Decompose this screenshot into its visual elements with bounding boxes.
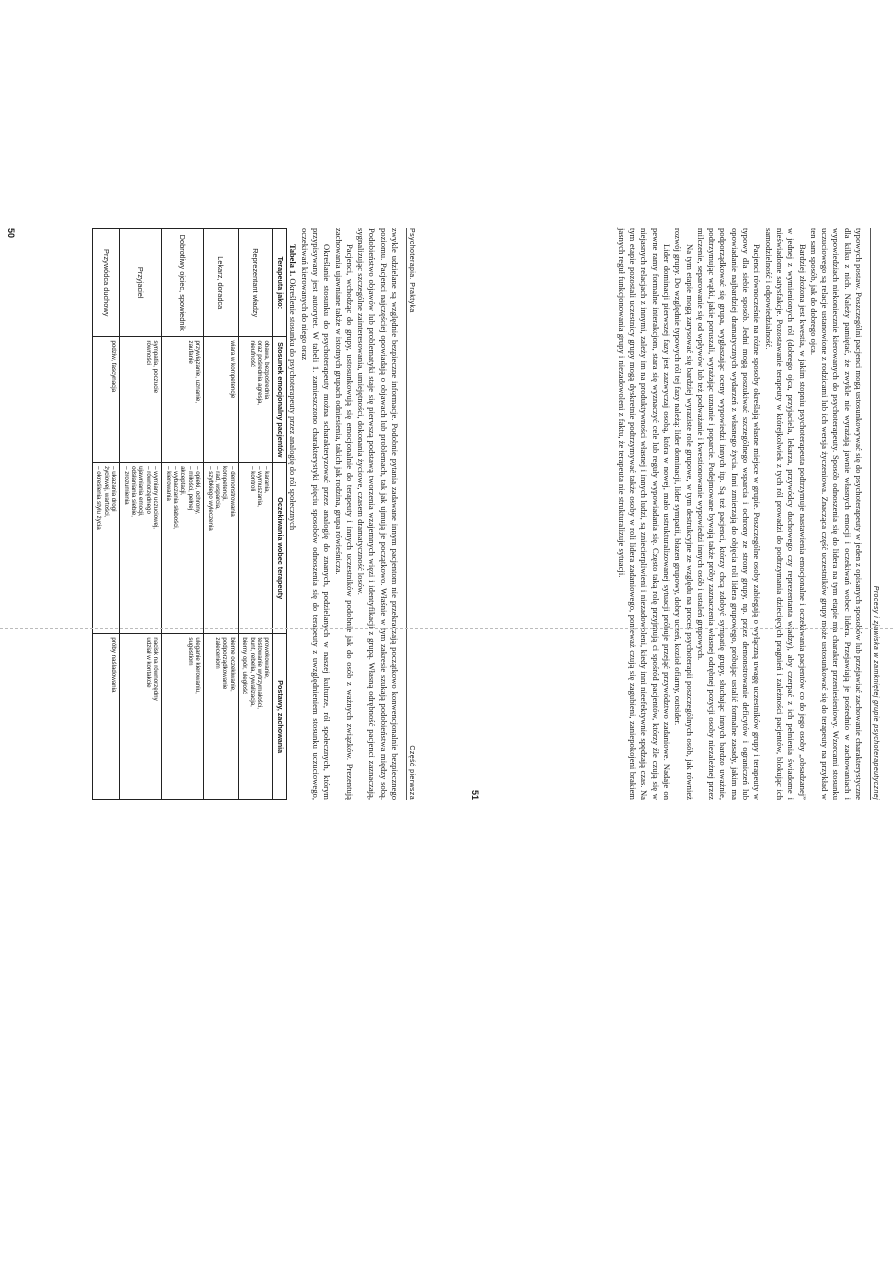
paragraph: Na tym etapie mogą zarysować się bardziej wyraziste role grupowe, w tym destrukcyjne ze względu na proces psychoterapii poszczególnych osób, jak również rozwój grupy. Do względnie typowych ról tej fazy należą: lider dominacji, lider sympatii, błazen grupowy, dobry uczeń, kozioł ofiarny, outsider. (673, 228, 695, 800)
cell-line: – ukazania drogi (110, 466, 118, 512)
paragraph: Pacjenci równocześnie na różne sposoby określają własne miejsce w grupie. Poszczególne osoby zabiegają o wyłączną uwagę uczestników grupy i terapeuty w typowy dla siebie sposób. Jedni mogą poszukiwać szczególnego wsparcia i ochrony ze strony grupy, np. przez demonstrowanie deficytów i ograniczeń lub opowiadanie najbardziej dramatycznych wydarzeń z własnego życia. Inni zmierzają do objęcia roli lidera grupowego, próbując ustalić formalne zasady, jakim ma podporządkować się grupa, wygłaszając oceny wypowiedzi innych itp. Są też pacjenci, którzy chcą zdobyć sympatię grupy, słuchając innych bardzo uważnie, podtrzymując wątki, jakie poruszali, wyrażając uznanie i poparcie. Podejmowane bywają także próby zaznaczenia własnej odrębnej pozycji osoby niezależnej przez milczenie, separowanie się od wpływów lub też podważanie i kwestionowanie wypowiedzi innych osób i ustaleń grupowych. (695, 228, 763, 800)
cell-line: – opieki, ochrony, (194, 466, 202, 515)
cell-line: kompetencji, (221, 466, 229, 501)
table-cell-emotion (238, 337, 273, 463)
paragraph: Bardziej złożona jest kwestia, w jakim stopniu psychoterapeuta podtrzymuje nastawienia emocjonalne i oczekiwania pacjentów co do jego osoby „obsadzanej” w jednej z wymienionych ról (dobrego ojca, przyjaciela, lekarza, przywódcy duchowego czy reprezentanta władzy), aby czerpać z ich pełnienia świadome i nieświadome satysfakcje. Pozostawanie terapeuty w którejkolwiek z tych ról prowadzi do podtrzymania dziecięcych pragnień i zależności pacjentów, blokując ich samodzielność i odpowiedzialność. (763, 228, 808, 800)
paragraph: Pacjenci, wchodząc do grupy, ustosunkowują się emocjonalnie do terapeuty i innych uczestników podobnie jak do osób z ważnych związków. Prezentują zachowania ujawniane także w istotnych grupach odniesienia, takich jak rodzina, grupa rówieśnicza. (333, 228, 355, 800)
cell-line: – demonstrowania (228, 466, 236, 517)
table-caption-text: Określenie stosunku do psychoterapeuty przez analogię do ról społecznych (288, 278, 298, 531)
table-cell-expectations (120, 463, 162, 634)
paragraph: typowych postaw. Poszczególni pacjenci mogą ustosunkowywać się do psychoterapeuty w jeden z opisanych sposobów lub przejawiać zachowanie charakterystyczne dla kilku z nich. Należy pamiętać, że zwykle nie wyrażają jawnie własnych emocji i oczekiwań wobec lidera. Przejawiają je pośrednio w zachowaniach i wypowiedziach niekoniecznie kierowanych do psychoterapeuty. Sposób odnoszenia się do lidera na tym etapie ma charakter przeniesieniowy. Wzorcami stosunku uczuciowego są relacje ustanowione z rodzicami lub ich wersja życzeniowa. Znacząca część uczestników grupy może ustosunkować się do terapeuty na przykład w ten sam sposób, jak do dobrego ojca. (808, 228, 864, 800)
table-row (204, 229, 239, 800)
left-page (0, 214, 430, 814)
cell-line: testowanie wytrzymałości, (256, 637, 264, 709)
table-cell-emotion (204, 337, 239, 463)
table-header-cell: Postawy, zachowania (273, 634, 287, 800)
cell-line: bunt, rebelia, rywalizacja, (248, 637, 256, 707)
table-cell-attitudes (120, 634, 162, 800)
cell-line: – wymiany uczuciowej, (152, 466, 160, 530)
cell-line: – zrozumienia (122, 466, 130, 505)
table-header-cell: Stosunek emocjonalny pacjentów (273, 337, 287, 463)
cell-line: sugestiom (186, 637, 194, 666)
cell-line: prowokowanie, (263, 637, 271, 679)
table-cell-attitudes (92, 634, 119, 800)
cell-line: przywiązanie, uznanie, (194, 340, 202, 404)
table-cell-emotion (92, 337, 119, 463)
table-header-cell: Oczekiwania wobec terapeuty (273, 463, 287, 634)
table-cell-role: Przyjaciel (120, 229, 162, 337)
page-divider (0, 628, 893, 629)
table-cell-role: Dobrotliwy ojciec, spowiednik (162, 229, 204, 337)
cell-line: uleganie kierowaniu, (194, 637, 202, 694)
table-cell-expectations (204, 463, 239, 634)
cell-line: akceptacji, (179, 466, 187, 496)
cell-line: – szybkiego wyleczenia (206, 466, 214, 531)
paragraph: Lider dominacji pierwszej fazy jest zazwyczaj osobą, która w nowej, mało ustrukturalizowanej sytuacji próbuje przejąć przywództwo zadaniowe. Nadaje on pewne ramy formalne interakcjom, stara się wyznaczyć cele lub reguły wypowiadania się. Często taką rolę przyjmują ci spośród pacjentów, którzy źle czują się w niejasnych relacjach z innymi, zależy im na produktywności własnej i innych ludzi, są zniecierpliwieni i niezadowoleni, kiedy inni nieefektywnie spędzają czas. Na tym etapie pozostali uczestnicy grupy mogą dyskretnie podtrzymywać także osoby w roli lidera zadaniowego, ponieważ czują się zagubieni, zaniepokojeni brakiem jasnych reguł funkcjonowania grupy i niezadowoleni z faktu, że terapeuta nie strukturalizuje sytuacji. (616, 228, 672, 800)
cell-line: podziw, fascynacja (110, 340, 118, 393)
left-header-section: Część pierwsza (408, 745, 415, 800)
table-cell-role: Reprezentant władzy (238, 229, 273, 337)
right-page-number: 51 (470, 789, 480, 800)
cell-line: zaleceniom (214, 637, 221, 669)
cell-line: oraz pośrednia agresja, (256, 340, 264, 406)
cell-line: – karania, (263, 466, 271, 494)
left-page-content (8, 228, 422, 800)
cell-line: ujawniania emocji, (137, 466, 145, 517)
left-running-header (406, 228, 422, 800)
cell-line: nieufność (248, 340, 256, 367)
table-cell-attitudes (238, 634, 273, 800)
paragraph: Określanie stosunku do psychoterapeuty można scharakteryzować przez analogię do znanych, podzielanych w naszej kulturze, ról społecznych, którym przypisywany jest autorytet. W tabeli 1. zamieszczono charakterystyki pięciu sposobów odnoszenia się do terapeuty z uwzględnieniem stosunku uczuciowego, oczekiwań kierowanych do niego oraz (299, 228, 333, 800)
paragraph: zwykle udzielane są względnie bezpieczne informacje. Podobnie pytania zadawane innym pacjentom nie przekraczają początkowo konwencjonalnie bezpiecznego poziomu. Pacjenci najczęściej opowiadają o objawach lub problemach, tak jak ujmują je początkowo. Właśnie w tym zakresie szukają podobieństwa między sobą. Podobieństwo objawów lub problematyki staje się pierwszą podstawą tworzenia wzajemnych więzi i identyfikacji z grupą. Własną odrębność pacjenci zaznaczają, sygnalizując szczególne zainteresowania, umiejętności, dokonania życiowe, czasem dramatyczność losów. (356, 228, 400, 800)
cell-line: zaufanie (186, 340, 194, 364)
cell-line: wiara w kompetencje (228, 340, 236, 399)
left-body-text (92, 228, 400, 800)
cell-line: równości (144, 340, 152, 365)
cell-line: – miłości, pełnej (186, 466, 194, 511)
table-header-cell: Terapeuta jako: (273, 229, 287, 337)
cell-line: odsłaniania siebie, (129, 466, 137, 518)
table-row (162, 229, 204, 800)
table-row (92, 229, 119, 800)
cell-line: – kierowania (164, 466, 172, 501)
cell-line: – wymuszania, (256, 466, 264, 508)
table-cell-emotion (162, 337, 204, 463)
cell-line: – kontroli (248, 466, 256, 492)
right-header-title: Procesy i zjawiska w zamkniętej grupie psychoterapeutycznej (872, 585, 879, 800)
cell-line: bierny opór, uległość (241, 637, 249, 695)
table-cell-role: Lekarz, doradca (204, 229, 239, 337)
table-cell-emotion (120, 337, 162, 463)
left-header-title: Psychoterapia. Praktyka (408, 228, 415, 313)
cell-line: – wybaczania słabości, (171, 466, 179, 530)
table-cell-attitudes (204, 634, 239, 800)
right-running-header (870, 228, 886, 800)
table-cell-role: Przywódca duchowy (92, 229, 119, 337)
table-cell-expectations (92, 463, 119, 634)
right-page-content (472, 228, 886, 800)
cell-line: – rad, wsparcia, (214, 466, 221, 510)
cell-line: bierne oczekiwanie, (228, 637, 236, 692)
table-header-row (273, 229, 287, 800)
relationship-table (92, 228, 287, 800)
table-caption (287, 228, 298, 800)
table-row (120, 229, 162, 800)
cell-line: próby naśladowania (110, 637, 118, 693)
table-cell-expectations (238, 463, 273, 634)
cell-line: – określenia stylu życia (95, 466, 103, 530)
table-cell-attitudes (162, 634, 204, 800)
cell-line: obawa, bezpośrednia (263, 340, 271, 400)
cell-line: udział w kontakcie (144, 637, 152, 688)
right-page (464, 214, 893, 814)
table-caption-label: Tabela 1. (288, 244, 298, 277)
cell-line: życiowej, wartości, (102, 466, 110, 518)
right-body-text (615, 228, 864, 800)
cell-line: sympatia, poczucie (152, 340, 160, 394)
cell-line: podporządkowanie (221, 637, 229, 690)
table-cell-expectations (162, 463, 204, 634)
cell-line: – równorzędnego (144, 466, 152, 514)
table-row (238, 229, 273, 800)
left-page-number: 50 (6, 228, 16, 239)
cell-line: nacisk na równorzędny (152, 637, 160, 701)
